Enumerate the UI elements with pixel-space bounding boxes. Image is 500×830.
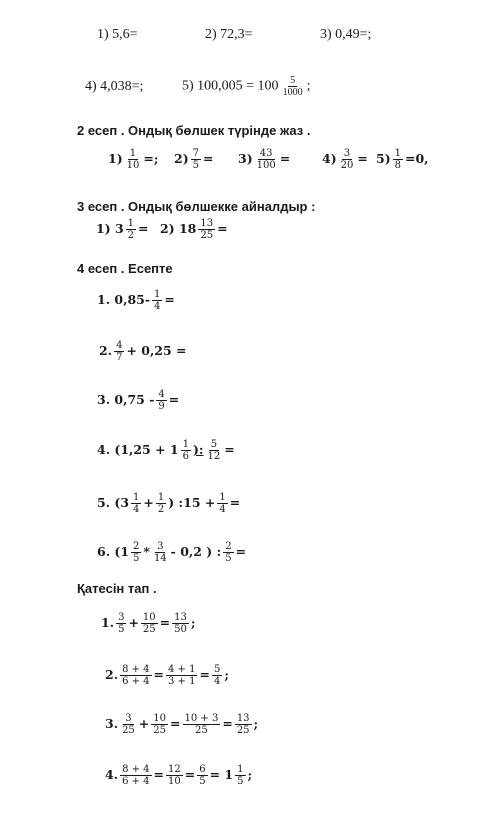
fraction-denominator: 100 xyxy=(256,160,276,171)
fraction-denominator: 5 xyxy=(225,553,232,564)
fraction xyxy=(131,492,141,515)
fraction-denominator: 5 xyxy=(199,776,206,787)
fraction xyxy=(255,148,278,171)
fraction xyxy=(131,541,141,564)
fraction xyxy=(191,148,201,171)
fraction-numerator: 5 xyxy=(290,75,296,86)
fraction xyxy=(166,664,197,687)
expression-text: = xyxy=(217,221,228,236)
fraction-denominator: 4 xyxy=(154,301,161,312)
task3-item-1 xyxy=(96,218,149,241)
fraction xyxy=(120,713,137,736)
fraction-denominator: 9 xyxy=(158,401,165,412)
fraction xyxy=(172,612,189,635)
fraction-denominator: 8 xyxy=(394,160,401,171)
fraction-numerator: 1 xyxy=(127,218,135,229)
fraction-denominator: 14 xyxy=(153,553,167,564)
expression-text: ): xyxy=(193,442,204,457)
fraction xyxy=(235,713,252,736)
fraction xyxy=(197,764,207,787)
task2-item-3 xyxy=(238,148,290,171)
fraction xyxy=(181,439,191,462)
fraction-numerator: 6 xyxy=(199,764,206,775)
fraction-denominator: 25 xyxy=(195,725,208,736)
fraction-numerator: 10 + 3 xyxy=(184,713,219,724)
fraction-numerator: 4 + 1 xyxy=(168,664,196,675)
fraction-numerator: 13 xyxy=(200,218,214,229)
task1-item-3: 3) 0,49=; xyxy=(320,27,372,42)
expression-text: - 0,2 ) : xyxy=(170,544,222,559)
task5-title: Қатесін тап . xyxy=(77,581,157,596)
task5-row-1 xyxy=(101,612,196,635)
expression-text: = xyxy=(224,442,235,457)
task2-item-1 xyxy=(108,148,158,171)
task4-expr-3 xyxy=(97,389,179,412)
fraction xyxy=(212,664,222,687)
fraction-denominator: 6 xyxy=(182,451,190,462)
fraction xyxy=(120,764,151,787)
expression-text: ; xyxy=(190,615,196,630)
fraction-numerator: 4 xyxy=(158,389,165,400)
expression-text: ; xyxy=(224,667,229,682)
expression-text: 1) 3 xyxy=(96,221,124,236)
fraction-denominator: 1000 xyxy=(282,87,303,98)
task5-row-2 xyxy=(105,664,229,687)
expression-text: = xyxy=(279,151,291,166)
task1-item5-fraction xyxy=(281,75,305,98)
fraction-denominator: 4 xyxy=(213,676,221,687)
fraction-numerator: 3 xyxy=(343,148,351,159)
task3-title: 3 есеп . Ондық бөлшекке айналдыр : xyxy=(77,199,316,214)
fraction-numerator: 3 xyxy=(125,713,132,724)
task1-item-2: 2) 72,3= xyxy=(205,27,253,42)
task4-expr-4 xyxy=(97,439,235,462)
expression-text: = xyxy=(357,151,368,166)
expression-text: = xyxy=(153,767,165,782)
fraction xyxy=(120,664,151,687)
fraction-numerator: 13 xyxy=(236,713,250,724)
fraction xyxy=(116,612,126,635)
fraction-numerator: 13 xyxy=(174,612,187,623)
expression-text: ; xyxy=(306,78,311,94)
task1-item-4: 4) 4,038=; xyxy=(85,79,144,94)
expression-text: = xyxy=(168,392,180,407)
task2-item-2 xyxy=(174,148,213,171)
expression-text: + xyxy=(128,615,139,630)
expression-text: 4) xyxy=(322,151,337,166)
fraction-denominator: 25 xyxy=(142,624,156,635)
fraction-denominator: 5 xyxy=(133,553,140,564)
expression-text: ; xyxy=(253,716,259,731)
fraction-denominator: 4 xyxy=(133,504,140,515)
fraction-numerator: 43 xyxy=(259,148,273,159)
expression-text: = xyxy=(170,716,181,731)
expression-text: ) :15 + xyxy=(168,495,216,510)
task5-row-4 xyxy=(105,764,252,787)
expression-text: =; xyxy=(143,151,159,166)
fraction xyxy=(152,289,162,312)
fraction-denominator: 7 xyxy=(116,352,123,363)
expression-text: = xyxy=(235,544,247,559)
expression-text: = xyxy=(138,221,149,236)
task4-title: 4 есеп . Есепте xyxy=(77,261,173,276)
fraction-numerator: 1 xyxy=(237,764,244,775)
task4-expr-6 xyxy=(97,541,246,564)
expression-text: = xyxy=(153,667,165,682)
expression-text: 1) xyxy=(108,151,123,166)
fraction-numerator: 4 xyxy=(116,340,123,351)
expression-text: 5. (3 xyxy=(97,495,130,510)
fraction-denominator: 25 xyxy=(153,725,167,736)
fraction xyxy=(125,148,142,171)
fraction xyxy=(339,148,356,171)
fraction-denominator: 5 xyxy=(192,160,199,171)
fraction xyxy=(152,541,169,564)
fraction-numerator: 8 + 4 xyxy=(122,764,150,775)
fraction-denominator: 12 xyxy=(207,451,221,462)
fraction-denominator: 6 + 4 xyxy=(122,676,150,687)
fraction xyxy=(126,218,136,241)
task3-item-2 xyxy=(160,218,228,241)
expression-text: 6. (1 xyxy=(97,544,130,559)
fraction xyxy=(217,492,227,515)
task1-item5-prefix: 5) 100,005 = 100 xyxy=(182,78,279,94)
fraction-denominator: 5 xyxy=(118,624,125,635)
expression-text: + 0,25 = xyxy=(126,343,187,358)
expression-text: 5) xyxy=(376,151,391,166)
expression-text: = xyxy=(184,767,196,782)
fraction-numerator: 1 xyxy=(157,492,165,503)
expression-text: = xyxy=(199,667,210,682)
fraction-numerator: 7 xyxy=(192,148,199,159)
fraction xyxy=(156,492,166,515)
fraction-denominator: 2 xyxy=(157,504,165,515)
task4-expr-1 xyxy=(97,289,175,312)
fraction xyxy=(114,340,124,363)
fraction-numerator: 5 xyxy=(210,439,218,450)
task4-expr-2 xyxy=(99,340,187,363)
fraction-numerator: 10 xyxy=(153,713,167,724)
expression-text: =0, xyxy=(405,151,429,166)
fraction-numerator: 10 xyxy=(142,612,156,623)
fraction-numerator: 5 xyxy=(213,664,221,675)
fraction xyxy=(393,148,403,171)
fraction-numerator: 1 xyxy=(154,289,161,300)
fraction-denominator: 2 xyxy=(127,230,135,241)
fraction-numerator: 1 xyxy=(133,492,140,503)
fraction-denominator: 25 xyxy=(236,725,250,736)
fraction xyxy=(223,541,233,564)
expression-text: 3. 0,75 - xyxy=(97,392,155,407)
fraction-numerator: 1 xyxy=(129,148,137,159)
fraction-denominator: 50 xyxy=(174,624,187,635)
fraction-numerator: 1 xyxy=(219,492,226,503)
fraction-denominator: 20 xyxy=(340,160,354,171)
expression-text: 2. xyxy=(99,343,113,358)
expression-text: * xyxy=(143,544,150,559)
expression-text: = xyxy=(222,716,233,731)
expression-text: 4. xyxy=(105,767,119,782)
expression-text: 3) xyxy=(238,151,253,166)
expression-text: ; xyxy=(247,767,253,782)
task2-item-5 xyxy=(376,148,429,171)
fraction-denominator: 10 xyxy=(168,776,181,787)
fraction-denominator: 6 + 4 xyxy=(122,776,150,787)
expression-text: + xyxy=(143,495,154,510)
expression-text: 4. (1,25 + 1 xyxy=(97,442,179,457)
expression-text: 2. xyxy=(105,667,119,682)
task1-item-1: 1) 5,6= xyxy=(97,27,138,42)
fraction-denominator: 4 xyxy=(219,504,226,515)
fraction-denominator: 5 xyxy=(237,776,244,787)
task4-expr-5 xyxy=(97,492,240,515)
fraction-numerator: 2 xyxy=(133,541,140,552)
expression-text: = xyxy=(159,615,171,630)
fraction xyxy=(151,713,168,736)
expression-text: = 1 xyxy=(209,767,234,782)
expression-text: 2) xyxy=(174,151,189,166)
fraction-denominator: 10 xyxy=(126,160,140,171)
fraction-numerator: 3 xyxy=(157,541,164,552)
fraction-numerator: 1 xyxy=(182,439,190,450)
fraction xyxy=(198,218,215,241)
fraction-denominator: 3 + 1 xyxy=(168,676,196,687)
fraction xyxy=(235,764,245,787)
expression-text: + xyxy=(138,716,150,731)
task2-title: 2 есеп . Ондық бөлшек түрінде жаз . xyxy=(77,123,311,138)
fraction-numerator: 12 xyxy=(168,764,181,775)
fraction-denominator: 25 xyxy=(200,230,214,241)
expression-text: = xyxy=(203,151,214,166)
fraction xyxy=(141,612,158,635)
fraction-denominator: 25 xyxy=(122,725,135,736)
fraction xyxy=(166,764,183,787)
task1-item-5 xyxy=(182,75,310,98)
fraction-numerator: 8 + 4 xyxy=(122,664,150,675)
fraction xyxy=(156,389,166,412)
expression-text: 1. 0,85- xyxy=(97,292,151,307)
expression-text: = xyxy=(164,292,175,307)
expression-text: 3. xyxy=(105,716,119,731)
fraction-numerator: 1 xyxy=(394,148,401,159)
task2-item-4 xyxy=(322,148,368,171)
fraction-numerator: 2 xyxy=(225,541,232,552)
fraction xyxy=(183,713,221,736)
fraction xyxy=(206,439,223,462)
expression-text: 2) 18 xyxy=(160,221,197,236)
fraction-numerator: 3 xyxy=(118,612,125,623)
task5-row-3 xyxy=(105,713,258,736)
expression-text: = xyxy=(229,495,241,510)
expression-text: 1. xyxy=(101,615,115,630)
